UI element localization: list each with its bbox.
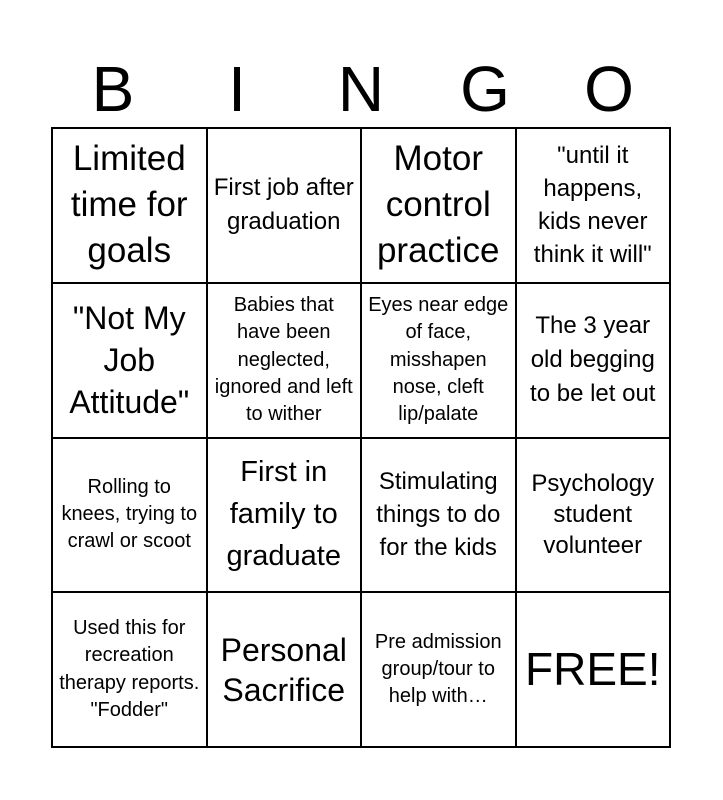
bingo-cell[interactable] [362, 129, 517, 284]
cell-text: Stimulating things to do for the kids [376, 468, 501, 562]
cell-text: Motor control practice [376, 139, 500, 271]
bingo-cell[interactable] [362, 593, 517, 748]
cell-text: Pre admission group/tour to help with… [374, 630, 502, 708]
free-space[interactable] [517, 593, 672, 748]
cell-text: First in family to graduate [226, 456, 341, 572]
cell-text: Personal Sacrifice [220, 631, 347, 708]
bingo-cell[interactable] [53, 129, 208, 284]
bingo-cell[interactable] [208, 284, 363, 439]
bingo-cell[interactable] [53, 439, 208, 594]
cell-text: Psychology student volunteer [531, 470, 655, 560]
cell-text: Babies that have been neglected, ignored and left to wither [214, 294, 353, 425]
bingo-header [51, 50, 671, 128]
cell-text: "Not My Job Attitude" [69, 299, 190, 421]
header-letter-i: I [228, 53, 246, 125]
bingo-cell[interactable] [208, 439, 363, 594]
cell-text: Used this for recreation therapy reports. "Fodder" [59, 617, 200, 721]
cell-text: Eyes near edge of face, misshapen nose, cleft lip/palate [368, 294, 509, 425]
header-letter-g: G [460, 53, 510, 125]
cell-text: "until it happens, kids never think it will" [533, 142, 652, 269]
header-letter-n: N [337, 53, 385, 125]
bingo-cell[interactable] [208, 593, 363, 748]
bingo-cell[interactable] [517, 284, 672, 439]
bingo-cell[interactable] [362, 439, 517, 594]
bingo-cell[interactable] [517, 129, 672, 284]
bingo-cell[interactable] [208, 129, 363, 284]
cell-text: Limited time for goals [70, 139, 188, 271]
header-letter-o: O [584, 53, 634, 125]
bingo-cell[interactable] [517, 439, 672, 594]
free-space-text: FREE! [525, 643, 661, 696]
bingo-cell[interactable] [53, 593, 208, 748]
header-letter-b: B [91, 53, 135, 125]
bingo-cell[interactable] [362, 284, 517, 439]
cell-text: Rolling to knees, trying to crawl or scoot [61, 476, 198, 553]
bingo-board [51, 127, 671, 748]
bingo-cell[interactable] [53, 284, 208, 439]
cell-text: The 3 year old begging to be let out [530, 312, 656, 408]
cell-text: First job after graduation [213, 174, 354, 236]
